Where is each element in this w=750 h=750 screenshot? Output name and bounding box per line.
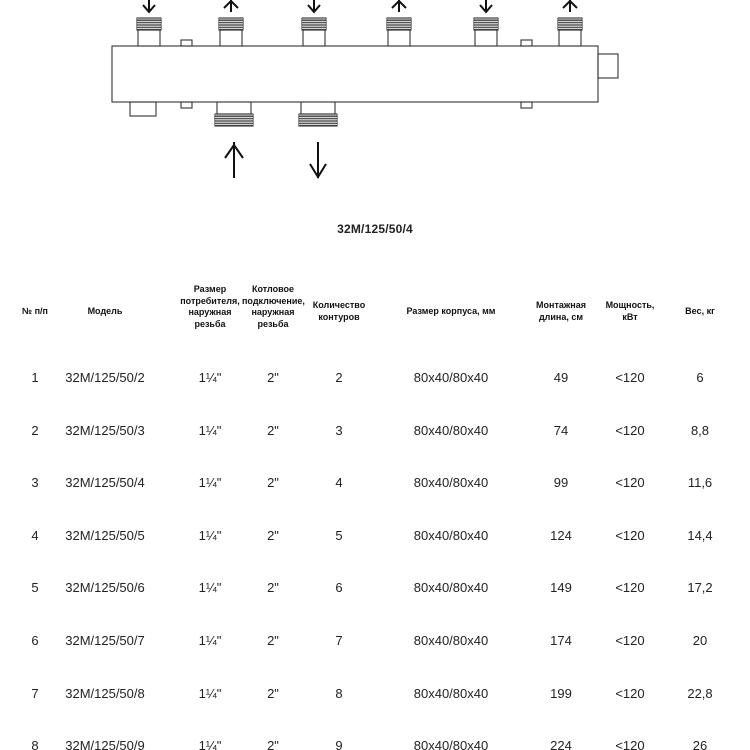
table-cell: 17,2 — [687, 580, 713, 596]
sensor-port — [181, 102, 192, 108]
column-header: Вес, кг — [685, 306, 715, 316]
table-cell: 1¼" — [198, 370, 222, 385]
table-cell: 80x40/80x40 — [413, 370, 489, 385]
consumer-pipe — [137, 18, 161, 46]
table-cell: 149 — [550, 580, 572, 596]
table-cell: 14,4 — [687, 527, 713, 543]
table-cell: 5 — [335, 527, 343, 543]
table-cell: 11,6 — [687, 475, 713, 491]
table-cell: 32M/125/50/3 — [65, 422, 145, 438]
table-cell: 3 — [31, 475, 39, 491]
table-cell: 124 — [550, 527, 572, 543]
table-cell: 2 — [31, 422, 39, 438]
table-cell: 224 — [550, 738, 572, 750]
table-cell: <120 — [615, 527, 645, 543]
flow-arrow-down-icon — [480, 0, 492, 12]
table-cell: 5 — [31, 580, 39, 596]
column-header: Размер потребителя, наружная резьба — [180, 284, 240, 329]
boiler-pipe — [215, 102, 253, 126]
flow-arrow-up-icon — [563, 0, 577, 12]
table-cell: 32M/125/50/7 — [65, 633, 145, 648]
table-cell: 80x40/80x40 — [413, 738, 489, 750]
table-cell: 2" — [267, 580, 279, 596]
table-cell: 4 — [31, 527, 39, 543]
flow-arrow-up-icon — [225, 142, 243, 178]
table-cell: 1¼" — [198, 633, 222, 648]
table-cell: <120 — [615, 370, 645, 385]
flow-arrow-down-icon — [143, 0, 155, 12]
column-header: Модель — [87, 306, 123, 316]
sensor-port — [521, 40, 532, 46]
table-cell: 1¼" — [198, 685, 222, 701]
table-cell: <120 — [615, 738, 645, 750]
table-cell: 2 — [335, 370, 343, 385]
table-cell: 8 — [335, 685, 343, 701]
table-cell: <120 — [615, 633, 645, 648]
table-cell: <120 — [615, 685, 645, 701]
boiler-pipe — [299, 102, 337, 126]
table-cell: 8,8 — [690, 422, 710, 438]
table-cell: 99 — [553, 475, 569, 491]
table-cell: <120 — [615, 580, 645, 596]
table-cell: 49 — [553, 370, 569, 385]
table-cell: 1¼" — [198, 580, 222, 596]
table-cell: 32M/125/50/4 — [65, 475, 145, 491]
table-cell: 26 — [692, 738, 708, 750]
manifold-bottom-stub — [130, 102, 156, 116]
table-cell: 74 — [553, 422, 569, 438]
table-cell: 32M/125/50/8 — [65, 685, 145, 701]
table-cell: 2" — [267, 633, 279, 648]
table-cell: 7 — [31, 685, 39, 701]
table-cell: 80x40/80x40 — [413, 527, 489, 543]
table-cell: 9 — [335, 738, 343, 750]
table-cell: 174 — [550, 633, 572, 648]
table-cell: 80x40/80x40 — [413, 422, 489, 438]
table-cell: 22,8 — [687, 685, 713, 701]
flow-arrow-down-icon — [308, 0, 320, 12]
manifold-body — [112, 46, 598, 102]
manifold-diagram — [0, 0, 750, 200]
consumer-pipe — [219, 18, 243, 46]
diagram-title: 32M/125/50/4 — [337, 222, 413, 236]
column-header: Количество контуров — [312, 300, 366, 322]
table-cell: 80x40/80x40 — [413, 633, 489, 648]
flow-arrow-up-icon — [392, 0, 406, 12]
table-cell: 199 — [550, 685, 572, 701]
table-cell: 80x40/80x40 — [413, 580, 489, 596]
table-cell: 80x40/80x40 — [413, 685, 489, 701]
table-cell: 1¼" — [198, 422, 222, 438]
table-cell: <120 — [615, 475, 645, 491]
consumer-pipe — [302, 18, 326, 46]
table-cell: 2" — [267, 738, 279, 750]
table-cell: 1¼" — [198, 475, 222, 491]
table-cell: 1¼" — [198, 738, 222, 750]
table-cell: 4 — [335, 475, 343, 491]
table-cell: 6 — [31, 633, 39, 648]
table-cell: 7 — [335, 633, 343, 648]
table-cell: 6 — [696, 370, 704, 385]
column-header: Размер корпуса, мм — [406, 306, 496, 316]
table-cell: 32M/125/50/6 — [65, 580, 145, 596]
flow-arrow-down-icon — [310, 142, 326, 178]
flow-arrow-up-icon — [224, 0, 238, 12]
consumer-pipe — [387, 18, 411, 46]
table-cell: 2" — [267, 685, 279, 701]
sensor-port — [521, 102, 532, 108]
manifold-end-cap — [598, 54, 618, 78]
table-cell: 80x40/80x40 — [413, 475, 489, 491]
table-cell: 2" — [267, 422, 279, 438]
table-cell: 3 — [335, 422, 343, 438]
consumer-pipe — [558, 18, 582, 46]
table-cell: 2" — [267, 475, 279, 491]
sensor-port — [181, 40, 192, 46]
table-cell: 1 — [31, 370, 39, 385]
table-cell: 6 — [335, 580, 343, 596]
column-header: Монтажная длина, см — [536, 300, 586, 322]
column-header: Котловое подключение, наружная резьба — [242, 284, 305, 329]
consumer-pipe — [474, 18, 498, 46]
table-cell: <120 — [615, 422, 645, 438]
table-cell: 32M/125/50/2 — [65, 370, 145, 385]
table-cell: 20 — [692, 633, 708, 648]
table-cell: 2" — [267, 370, 279, 385]
table-cell: 2" — [267, 527, 279, 543]
table-cell: 1¼" — [198, 527, 222, 543]
table-cell: 32M/125/50/5 — [65, 527, 145, 543]
column-header: Мощность, кВт — [605, 300, 655, 322]
table-cell: 8 — [31, 738, 39, 750]
table-cell: 32M/125/50/9 — [65, 738, 145, 750]
column-header: № п/п — [22, 306, 48, 316]
